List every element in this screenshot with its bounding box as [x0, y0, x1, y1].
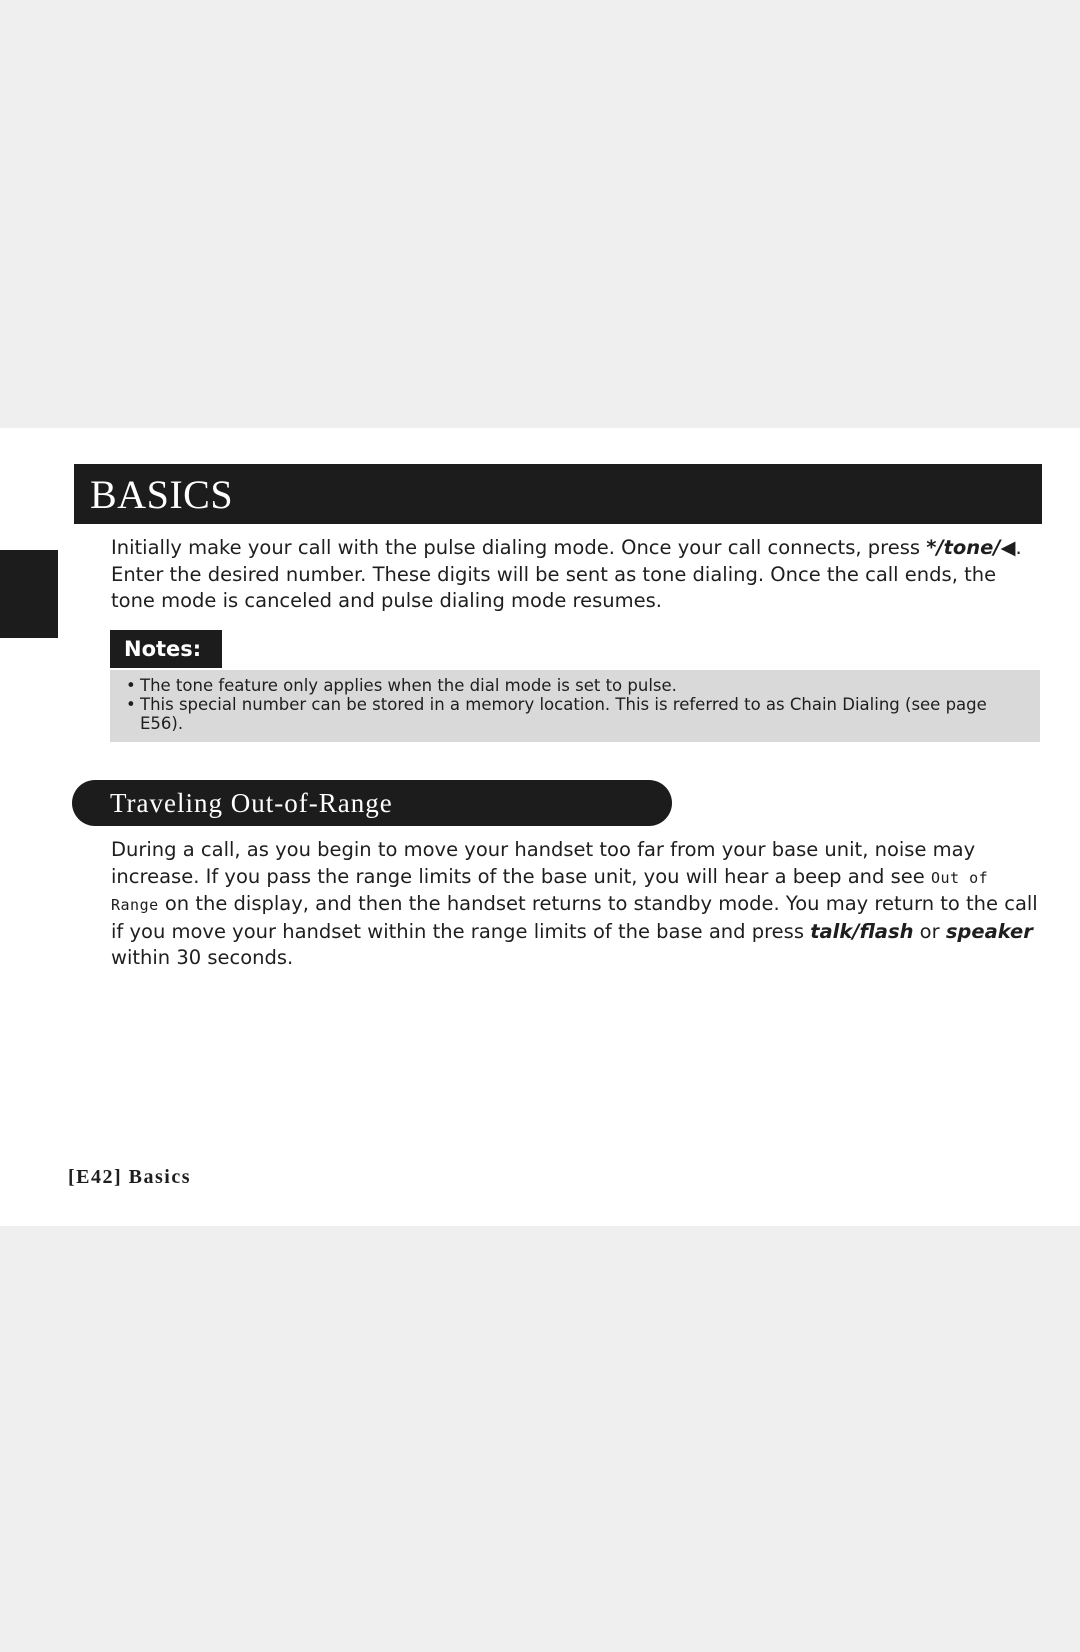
talk-flash-key-label: talk/flash — [810, 919, 914, 943]
section-heading-pill — [72, 780, 672, 826]
tone-key-label: */tone/ — [926, 536, 1001, 559]
left-arrow-icon: ◀ — [1000, 536, 1016, 559]
section-edge-tab — [0, 550, 58, 638]
intro-paragraph — [111, 535, 1041, 615]
section-banner — [74, 464, 1042, 524]
note-text: The tone feature only applies when the dial mode is set to pulse. — [140, 676, 677, 695]
section-text-3: or — [913, 919, 946, 943]
intro-text-1: Initially make your call with the pulse dialing mode. Once your call connects, press — [111, 536, 927, 559]
notes-label — [110, 630, 222, 668]
display-text: Out of Range — [111, 868, 989, 914]
notes-box — [110, 670, 1040, 742]
section-text-2: on the display, and then the handset returns to standby mode. You may return to the call if you move your handset within the range limits of the base and press — [111, 892, 1038, 943]
bullet-icon: • — [126, 695, 136, 714]
page-footer: [E42] Basics — [68, 1166, 191, 1188]
note-text: This special number can be stored in a memory location. This is referred to as Chain Dialing (see page E56). — [140, 695, 987, 733]
notes-label-text: Notes: — [124, 637, 202, 661]
section-heading: Traveling Out-of-Range — [110, 787, 393, 818]
note-item — [126, 676, 1026, 695]
section-text-1: During a call, as you begin to move your handset too far from your base unit, noise may increase. If you pass the range limits of the base unit, you will hear a beep and see — [111, 838, 976, 888]
note-item — [126, 695, 1026, 733]
bullet-icon: • — [126, 676, 136, 695]
speaker-key-label: speaker — [945, 919, 1033, 943]
section-text-4: within 30 seconds. — [111, 946, 294, 969]
intro-text-2: . Enter the desired number. These digits will be sent as tone dialing. Once the call ends, the tone mode is canceled and pulse dialing mode resumes. — [111, 536, 1022, 612]
out-of-range-paragraph — [111, 837, 1041, 972]
manual-page — [0, 428, 1080, 1226]
page-title: BASICS — [90, 471, 234, 517]
